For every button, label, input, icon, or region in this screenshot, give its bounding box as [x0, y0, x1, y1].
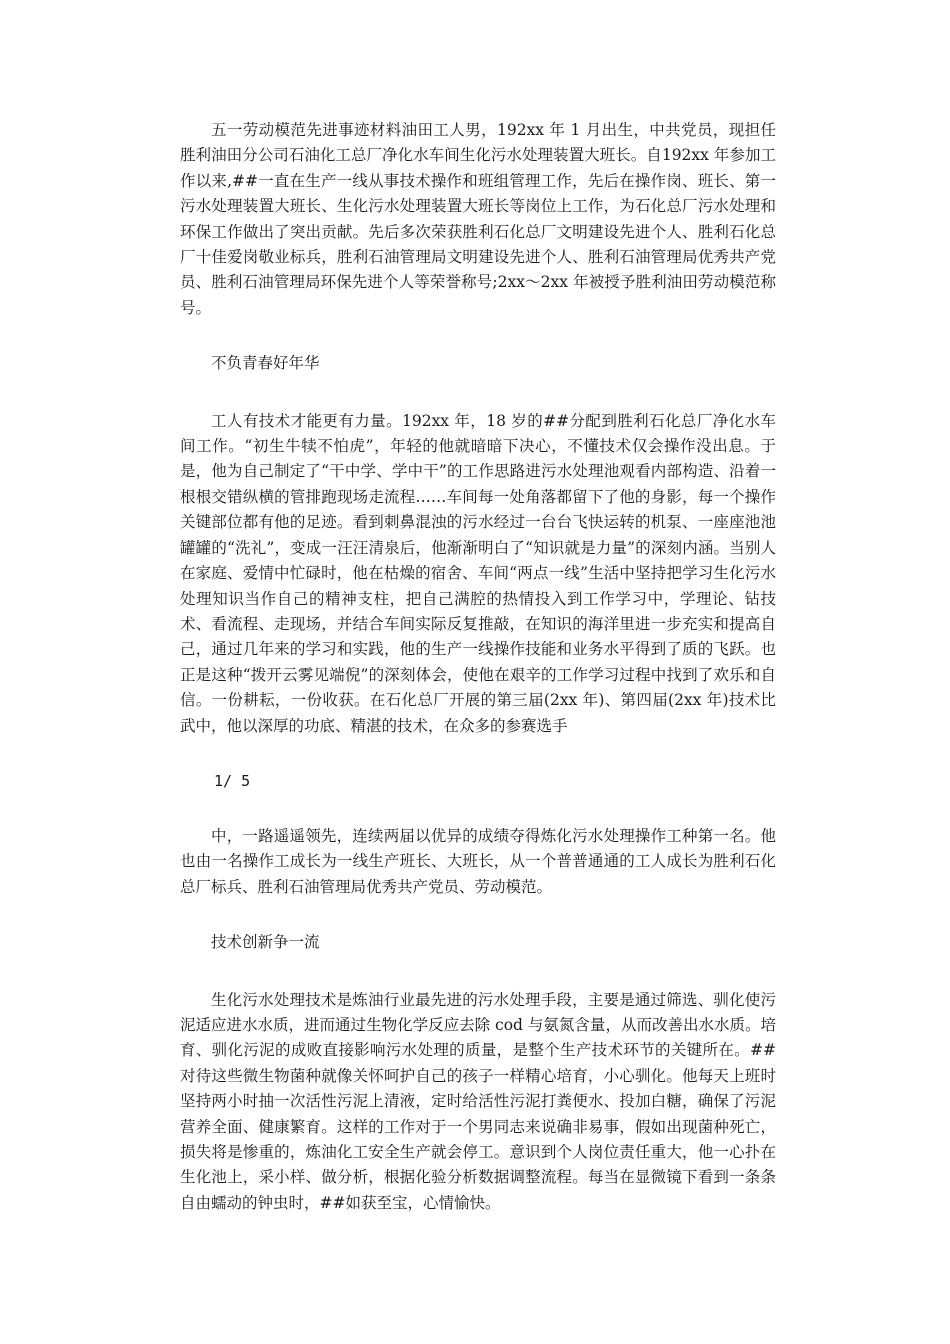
section-heading-youth: 不负青春好年华: [211, 354, 320, 373]
paragraph-youth: 工人有技术才能更有力量。192xx 年，18 岁的##分配到胜利石化总厂净化水车间工作。“初生牛犊不怕虎”，年轻的他就暗暗下决心，不懂技术仅会操作没出息。于是，他为自己制定了“干中学、学中干”的工作思路进污水处理池观看内部构造、沿着一根根交错纵横的管排跑现场走流程……车间每一处角落都留下了他的身影，每一个操作关键部位都有他的足迹。看到刺鼻混浊的污水经过一台台飞快运转的机泵、一座座池池罐罐的“洗礼”，变成一汪汪清泉后，他渐渐明白了“知识就是力量”的深刻内涵。当别人在家庭、爱情中忙碌时，他在枯燥的宿舍、车间“两点一线”生活中坚持把学习生化污水处理知识当作自己的精神支柱，把自己满腔的热情投入到工作学习中，学理论、钻技术、看流程、走现场，并结合车间实际反复推敲，在知识的海洋里进一步充实和提高自己，通过几年来的学习和实践，他的生产一线操作技能和业务水平得到了质的飞跃。也正是这种“拨开云雾见端倪”的深刻体会，使他在艰辛的工作学习过程中找到了欢乐和自信。一份耕耘，一份收获。在石化总厂开展的第三届(2xx 年)、第四届(2xx 年)技术比武中，他以深厚的功底、精湛的技术，在众多的参赛选手: [180, 411, 776, 735]
spacer: [180, 956, 776, 988]
spacer: [180, 794, 776, 824]
page-number: 1/ 5: [214, 771, 251, 790]
section-heading-innovation: 技术创新争一流: [211, 933, 320, 952]
spacer: [180, 739, 776, 769]
document-page: [180, 118, 776, 1216]
spacer: [180, 377, 776, 409]
paragraph-intro: 五一劳动模范先进事迹材料油田工人男，192xx 年 1 月出生，中共党员，现担任胜利油田分公司石油化工总厂净化水车间生化污水处理装置大班长。自192xx 年参加工作以来,##一直在生产一线从事技术操作和班组管理工作，先后在操作岗、班长、第一污水处理装置大班长、生化污水处理装置大班长等岗位上工作，为石化总厂污水处理和环保工作做出了突出贡献。先后多次荣获胜利石化总厂文明建设先进个人、胜利石化总厂十佳爱岗敬业标兵，胜利石油管理局文明建设先进个人、胜利石油管理局优秀共产党员、胜利石油管理局环保先进个人等荣誉称号;2xx～2xx 年被授予胜利油田劳动模范称号。: [180, 121, 776, 317]
paragraph-continuation: 中，一路遥遥领先，连续两届以优异的成绩夺得炼化污水处理操作工种第一名。他也由一名操作工成长为一线生产班长、大班长，从一个普普通通的工人成长为胜利石化总厂标兵、胜利石油管理局优秀共产党员、劳动模范。: [180, 826, 776, 896]
spacer: [180, 321, 776, 351]
paragraph-innovation: 生化污水处理技术是炼油行业最先进的污水处理手段，主要是通过筛选、驯化使污泥适应进水水质，进而通过生物化学反应去除 cod 与氨氮含量，从而改善出水水质。培育、驯化污泥的成败直接影响污水处理的质量，是整个生产技术环节的关键所在。##对待这些微生物菌种就像关怀呵护自己的孩子一样精心培育，小心驯化。他每天上班时坚持两小时抽一次活性污泥上清液，定时给活性污泥打粪便水、投加白糖，确保了污泥营养全面、健康繁育。这样的工作对于一个男同志来说确非易事，假如出现菌种死亡，损失将是惨重的，炼油化工安全生产就会停工。意识到个人岗位责任重大，他一心扑在生化池上，采小样、做分析，根据化验分析数据调整流程。每当在显微镜下看到一条条自由蠕动的钟虫时，##如获至宝，心情愉快。: [180, 990, 776, 1212]
spacer: [180, 900, 776, 930]
